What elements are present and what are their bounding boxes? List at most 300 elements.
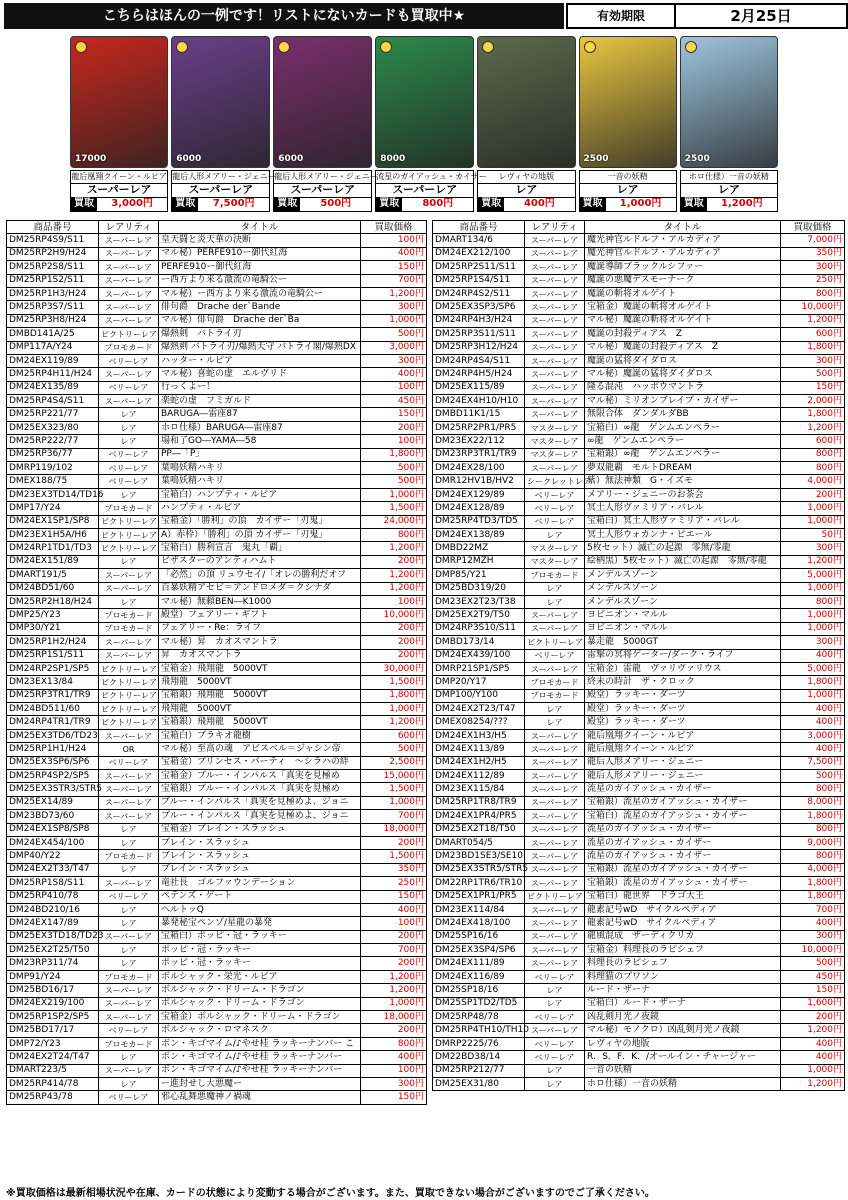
rarity: ベリーレア: [525, 1011, 585, 1024]
buy-price: 200円: [361, 421, 427, 434]
card-title: 竜社長 ゴルファウンデーション: [159, 877, 361, 890]
table-row: [7, 274, 427, 287]
buy-price: 1,200円: [361, 287, 427, 300]
rarity: スーパーレア: [99, 783, 159, 796]
price-value: 400円: [523, 198, 555, 209]
table-row: [7, 421, 427, 434]
product-code: DM25RP2PR1/PR5: [433, 421, 525, 434]
product-code: DM25EX14/89: [7, 796, 99, 809]
rarity: スーパーレア: [525, 328, 585, 341]
col-title-header: タイトル: [585, 221, 781, 234]
product-code: DM24EX2T23/T47: [433, 703, 525, 716]
product-code: DM24EX151/89: [7, 555, 99, 568]
product-code: DM24EX219/100: [7, 997, 99, 1010]
card-title: 飛翔龍 5000VT: [159, 703, 361, 716]
buy-price: 3,000円: [361, 341, 427, 354]
buy-price: 10,000円: [781, 944, 845, 957]
product-code: DM24RP4H3/H24: [433, 314, 525, 327]
rarity: スーパーレア: [525, 1024, 585, 1037]
table-row: [433, 1064, 845, 1077]
mana-gem-icon: [685, 41, 697, 53]
card-title: 絵柄黒）5枚セット）滅亡の起源 零無/零龍: [585, 555, 781, 568]
card-power: 8000: [380, 154, 406, 164]
card-title: マル秘）昇 カオスマントラ: [159, 636, 361, 649]
rarity: マスターレア: [525, 448, 585, 461]
featured-card: [70, 36, 168, 214]
mana-gem-icon: [176, 41, 188, 53]
product-code: DM24EX113/89: [433, 743, 525, 756]
rarity: ビクトリーレア: [525, 636, 585, 649]
buy-price: 400円: [361, 1051, 427, 1064]
buy-price: 400円: [361, 247, 427, 260]
buy-price: 1,000円: [781, 1064, 845, 1077]
table-row: [433, 729, 845, 742]
buy-price: 500円: [781, 957, 845, 970]
table-row: [7, 408, 427, 421]
table-row: [7, 528, 427, 541]
product-code: DM25RP4S9/S11: [7, 234, 99, 247]
card-title: ハンプティ・ルピア: [159, 502, 361, 515]
col-rarity-header: レアリティ: [525, 221, 585, 234]
buy-price: 250円: [361, 877, 427, 890]
card-title: 殿堂）ラッキー・ダーツ: [585, 716, 781, 729]
expiry-label: 有効期限: [568, 5, 676, 27]
rarity: プロモカード: [99, 502, 159, 515]
table-row: [7, 890, 427, 903]
rarity: プロモカード: [99, 970, 159, 983]
product-code: DM24EX28/100: [433, 462, 525, 475]
card-title: 宝箱白）∞龍 ゲンムエンペラー: [585, 421, 781, 434]
buy-price: 1,800円: [361, 689, 427, 702]
buy-price: 800円: [781, 783, 845, 796]
card-rarity: スーパーレア: [70, 184, 168, 198]
table-row: [433, 354, 845, 367]
card-title: 爆熱剣 バトライ刃/爆熱天守 バトライ閣/爆熱DX: [159, 341, 361, 354]
table-row: [7, 569, 427, 582]
table-row: [433, 890, 845, 903]
card-image: [477, 36, 575, 168]
table-row: [7, 836, 427, 849]
table-row: [433, 1078, 845, 1091]
card-image: [375, 36, 474, 168]
card-title: 流星のガイアッシュ・カイザー: [585, 850, 781, 863]
product-code: DM23EX115/84: [433, 783, 525, 796]
table-row: [433, 569, 845, 582]
product-code: DM25RP4H11/H24: [7, 368, 99, 381]
product-code: DM25EX1PR1/PR5: [433, 890, 525, 903]
card-title: 冥土人形ウォカンナ・ピエール: [585, 528, 781, 541]
table-header-row: [433, 221, 845, 234]
buy-price: 1,200円: [361, 970, 427, 983]
product-code: DM25RP222/77: [7, 435, 99, 448]
buy-price: 2,500円: [361, 756, 427, 769]
table-row: [7, 502, 427, 515]
product-code: DM24EX1H2/H5: [433, 756, 525, 769]
rarity: スーパーレア: [525, 234, 585, 247]
card-title: レヴィヤの地版: [585, 1037, 781, 1050]
rarity: プロモカード: [525, 569, 585, 582]
card-rarity: スーパーレア: [273, 184, 372, 198]
buy-price: 2,000円: [781, 395, 845, 408]
rarity: スーパーレア: [525, 863, 585, 876]
price-value: 1,000円: [619, 198, 662, 209]
table-row: [433, 261, 845, 274]
buy-price: 300円: [781, 354, 845, 367]
card-title: メンデルスゾーン: [585, 569, 781, 582]
buy-price: 800円: [361, 1037, 427, 1050]
product-code: DMRP21SP1/SP5: [433, 662, 525, 675]
table-row: [7, 515, 427, 528]
card-title: 宝箱金）飛翔龍 5000VT: [159, 662, 361, 675]
buy-price: 1,000円: [781, 689, 845, 702]
table-row: [433, 662, 845, 675]
rarity: レア: [99, 595, 159, 608]
expiry-date: 2月25日: [730, 7, 792, 25]
product-code: DMEX188/75: [7, 475, 99, 488]
card-title: ブレイン・スラッシュ: [159, 836, 361, 849]
table-row: [433, 421, 845, 434]
card-title: 魔誕の封殺ディアス Z: [585, 328, 781, 341]
table-row: [7, 328, 427, 341]
card-price: [579, 198, 677, 212]
product-code: DM25RP4S4/S11: [7, 395, 99, 408]
product-code: DM24EX129/89: [433, 488, 525, 501]
rarity: レア: [99, 957, 159, 970]
product-code: DM24RP2SP1/SP5: [7, 662, 99, 675]
table-row: [7, 462, 427, 475]
card-title: ∞龍 ゲンムエンペラー: [585, 435, 781, 448]
rarity: マスターレア: [525, 555, 585, 568]
table-row: [433, 582, 845, 595]
rarity: スーパーレア: [525, 810, 585, 823]
card-title: 魔光神官ルドルフ・アルカディア: [585, 247, 781, 260]
table-row: [7, 930, 427, 943]
product-code: DM25RP2H18/H24: [7, 595, 99, 608]
card-title: 飛翔龍 5000VT: [159, 676, 361, 689]
product-code: DMEX08254/???: [433, 716, 525, 729]
buy-price: 150円: [361, 1091, 427, 1104]
footer-note: ※買取価格は最新相場状況や在庫、カードの状態により変動する場合がございます。また、買取できない場合がございますのでご了承ください。: [6, 1188, 655, 1199]
table-row: [7, 622, 427, 635]
table-row: [433, 930, 845, 943]
table-row: [433, 314, 845, 327]
card-title: ボン・キゴマイム/♪やせ桂 ラッキーナンバー こ: [159, 1037, 361, 1050]
buy-price: 800円: [781, 850, 845, 863]
card-title: 百暴妖精アセビ＝アンドロメダ＝クシナダ: [159, 582, 361, 595]
buy-price: 1,500円: [361, 850, 427, 863]
buy-price: 450円: [781, 970, 845, 983]
card-title: 龍后凰翔クイーン・ルピア: [585, 743, 781, 756]
table-row: [7, 676, 427, 689]
card-title: 葉鳴妖精ハキリ: [159, 462, 361, 475]
price-label: 買取: [580, 198, 606, 211]
buy-price: 1,600円: [781, 997, 845, 1010]
rarity: レア: [99, 863, 159, 876]
card-title: ボン・キゴマイム/♪やせ桂 ラッキーナンバー: [159, 1064, 361, 1077]
rarity: プロモカード: [99, 1037, 159, 1050]
product-code: DM25RP212/77: [433, 1064, 525, 1077]
card-title: ー進封せし大悪魔ー: [159, 1078, 361, 1091]
card-price: [375, 198, 474, 212]
table-row: [433, 381, 845, 394]
col-price-header: 買取価格: [781, 221, 845, 234]
col-rarity-header: レアリティ: [99, 221, 159, 234]
buy-price: 1,200円: [781, 1024, 845, 1037]
buy-price: 4,000円: [781, 863, 845, 876]
table-row: [433, 395, 845, 408]
card-title: ヨビニオン・マルル: [585, 609, 781, 622]
buy-price: 1,200円: [361, 984, 427, 997]
table-row: [7, 435, 427, 448]
buy-price: 1,800円: [781, 877, 845, 890]
card-title: 暴走龍 5000GT: [585, 636, 781, 649]
rarity: スーパーレア: [99, 810, 159, 823]
buy-price: 1,000円: [781, 622, 845, 635]
rarity: スーパーレア: [525, 729, 585, 742]
card-title: ハッター・ルピア: [159, 354, 361, 367]
product-code: DM25RP1SP2/SP5: [7, 1011, 99, 1024]
rarity: スーパーレア: [525, 314, 585, 327]
card-title: 夢双龍覇 モルトDREAM: [585, 462, 781, 475]
card-price: [273, 198, 372, 212]
rarity: レア: [525, 1078, 585, 1091]
buy-price: 400円: [781, 703, 845, 716]
product-code: DM24RP4H5/H24: [433, 368, 525, 381]
table-row: [433, 997, 845, 1010]
table-row: [433, 770, 845, 783]
card-title: 邪心乱舞悪魔神ノ禍魂: [159, 1091, 361, 1104]
rarity: スーパーレア: [525, 247, 585, 260]
product-code: DM23EX2T23/T38: [433, 595, 525, 608]
rarity: ビクトリーレア: [99, 676, 159, 689]
rarity: ベリーレア: [99, 756, 159, 769]
buy-price: 300円: [361, 354, 427, 367]
product-code: DM25RP48/78: [433, 1011, 525, 1024]
card-title: 冥土人形ヴァミリア・バレル: [585, 502, 781, 515]
card-title: マル秘）魔誕の封殺ディアス Z: [585, 341, 781, 354]
card-title: 龍風混成 ザーディクリカ: [585, 930, 781, 943]
product-code: DM25RP4TH10/TH10: [433, 1024, 525, 1037]
card-title: 隆る混沌 ハッポウマントラ: [585, 381, 781, 394]
rarity: プロモカード: [99, 622, 159, 635]
table-row: [433, 435, 845, 448]
table-row: [7, 729, 427, 742]
table-row: [7, 247, 427, 260]
product-code: DM23EX114/84: [433, 903, 525, 916]
product-code: DMRP2225/76: [433, 1037, 525, 1050]
table-row: [7, 957, 427, 970]
price-value: 3,000円: [111, 198, 153, 209]
table-row: [433, 917, 845, 930]
table-row: [433, 970, 845, 983]
table-row: [7, 1011, 427, 1024]
product-code: DM25EX2T9/T50: [433, 609, 525, 622]
rarity: レア: [525, 1064, 585, 1077]
product-code: DM24EX1SP1/SP8: [7, 515, 99, 528]
rarity: ベリーレア: [525, 649, 585, 662]
table-row: [7, 341, 427, 354]
buy-price: 400円: [781, 743, 845, 756]
table-row: [7, 582, 427, 595]
rarity: スーパーレア: [525, 770, 585, 783]
table-row: [7, 810, 427, 823]
card-title: ホロ仕様）一音の妖精: [585, 1078, 781, 1091]
product-code: DM25EX2T18/T50: [433, 823, 525, 836]
table-row: [433, 234, 845, 247]
card-rarity: レア: [680, 184, 778, 198]
product-code: DMRP119/102: [7, 462, 99, 475]
buy-price: 500円: [781, 368, 845, 381]
card-title: ボン・キゴマイム/♪やせ桂 ラッキーナンバー: [159, 1051, 361, 1064]
product-code: DM25RP221/77: [7, 408, 99, 421]
table-row: [7, 850, 427, 863]
rarity: スーパーレア: [525, 796, 585, 809]
table-row: [433, 636, 845, 649]
card-title: 宝箱金）雷龍 ヴァリヴァリウス: [585, 662, 781, 675]
rarity: プロモカード: [99, 609, 159, 622]
rarity: プロモカード: [99, 341, 159, 354]
rarity: スーパーレア: [99, 569, 159, 582]
rarity: スーパーレア: [99, 877, 159, 890]
card-title: 宝箱金）プリンセス・パーティ ～シラハの絆: [159, 756, 361, 769]
product-code: DM24EX2T33/T47: [7, 863, 99, 876]
rarity: レア: [99, 488, 159, 501]
card-title: 流星のガイアッシュ・カイザー: [585, 823, 781, 836]
table-row: [7, 984, 427, 997]
product-code: DM24EX2T24/T47: [7, 1051, 99, 1064]
product-code: DM24EX212/100: [433, 247, 525, 260]
rarity: スーパーレア: [99, 796, 159, 809]
card-title: 紫）無法神類 G・イズモ: [585, 475, 781, 488]
buy-price: 1,500円: [361, 502, 427, 515]
product-code: DM24EX1SP8/SP8: [7, 823, 99, 836]
rarity: レア: [99, 435, 159, 448]
card-title: ボルシャック・栄光・ルピア: [159, 970, 361, 983]
featured-card: [477, 36, 575, 214]
card-title: 宝箱白）ポッピ・冠・ラッキー: [159, 930, 361, 943]
product-code: DM25EX115/89: [433, 381, 525, 394]
buy-price: 200円: [781, 1011, 845, 1024]
rarity: レア: [99, 408, 159, 421]
rarity: スーパーレア: [99, 287, 159, 300]
buy-price: 300円: [781, 636, 845, 649]
card-title: 魔誕導師ブラックルシファー: [585, 261, 781, 274]
table-row: [433, 247, 845, 260]
header-banner: こちらはほんの一例です！リストにないカードも買取中★: [4, 3, 564, 29]
product-code: DM25RP1H1/H24: [7, 743, 99, 756]
rarity: スーパーレア: [525, 917, 585, 930]
card-title: 魔光神官ルドルフ・アルカディア: [585, 234, 781, 247]
product-code: DM24EX439/100: [433, 649, 525, 662]
table-row: [433, 1037, 845, 1050]
buy-price: 15,000円: [361, 770, 427, 783]
table-row: [7, 783, 427, 796]
rarity: ベリーレア: [525, 1051, 585, 1064]
buy-price: 1,800円: [781, 890, 845, 903]
buy-price: 100円: [361, 435, 427, 448]
buy-price: 600円: [361, 729, 427, 742]
rarity: スーパーレア: [525, 261, 585, 274]
rarity: プロモカード: [525, 676, 585, 689]
buy-price: 700円: [361, 810, 427, 823]
rarity: ビクトリーレア: [99, 703, 159, 716]
table-row: [7, 475, 427, 488]
rarity: マスターレア: [525, 542, 585, 555]
buy-price: 1,500円: [361, 783, 427, 796]
product-code: DM24EX112/89: [433, 770, 525, 783]
rarity: ビクトリーレア: [99, 542, 159, 555]
rarity: スーパーレア: [525, 756, 585, 769]
product-code: DMBD173/14: [433, 636, 525, 649]
price-label: 買取: [172, 198, 198, 211]
card-title: 宝箱金）ブレイン・スラッシュ: [159, 823, 361, 836]
buy-price: 500円: [361, 328, 427, 341]
product-code: DM25BD16/17: [7, 984, 99, 997]
rarity: スーパーレア: [525, 341, 585, 354]
product-code: DM25RP3TR1/TR9: [7, 689, 99, 702]
card-power: 6000: [176, 154, 202, 164]
buy-price: 1,000円: [781, 502, 845, 515]
table-row: [7, 381, 427, 394]
buy-price: 18,000円: [361, 1011, 427, 1024]
buy-price: 10,000円: [781, 301, 845, 314]
rarity: スーパーレア: [525, 783, 585, 796]
table-row: [7, 234, 427, 247]
product-code: DM24EX1PR4/PR5: [433, 810, 525, 823]
table-header-row: [7, 221, 427, 234]
mana-gem-icon: [380, 41, 392, 53]
buy-price: 1,200円: [361, 582, 427, 595]
buy-price: 1,800円: [781, 341, 845, 354]
buy-price: 5,000円: [781, 569, 845, 582]
rarity: スーパーレア: [525, 850, 585, 863]
price-value: 7,500円: [212, 198, 255, 209]
product-code: DM24EX119/89: [7, 354, 99, 367]
product-code: DM24BD210/16: [7, 903, 99, 916]
product-code: DMART191/5: [7, 569, 99, 582]
rarity: レア: [99, 1078, 159, 1091]
product-code: DM24BD51/60: [7, 582, 99, 595]
rarity: レア: [525, 528, 585, 541]
mana-gem-icon: [584, 41, 596, 53]
card-title: 宝箱金）魔誕の斬将オルゲイト: [585, 301, 781, 314]
table-row: [433, 689, 845, 702]
product-code: DM25RP1S1/S11: [7, 649, 99, 662]
product-code: DM24EX138/89: [433, 528, 525, 541]
buy-price: 500円: [361, 475, 427, 488]
rarity: レア: [525, 582, 585, 595]
table-row: [433, 863, 845, 876]
buy-price: 500円: [781, 770, 845, 783]
buy-price: 50円: [781, 528, 845, 541]
product-code: DM25RP3S7/S11: [7, 301, 99, 314]
table-row: [7, 796, 427, 809]
col-price-header: 買取価格: [361, 221, 427, 234]
buy-price: 150円: [361, 408, 427, 421]
product-code: DM24BD511/60: [7, 703, 99, 716]
table-row: [7, 743, 427, 756]
card-title: 宝箱白）冥土人形ヴァミリア・バレル: [585, 515, 781, 528]
product-code: DM25RP2S8/S11: [7, 261, 99, 274]
rarity: スーパーレア: [99, 368, 159, 381]
rarity: スーパーレア: [525, 903, 585, 916]
rarity: レア: [99, 944, 159, 957]
card-title: 龍素記号wD サイクルペディア: [585, 903, 781, 916]
table-row: [7, 863, 427, 876]
table-row: [7, 395, 427, 408]
buy-price: 300円: [781, 930, 845, 943]
rarity: レア: [99, 421, 159, 434]
